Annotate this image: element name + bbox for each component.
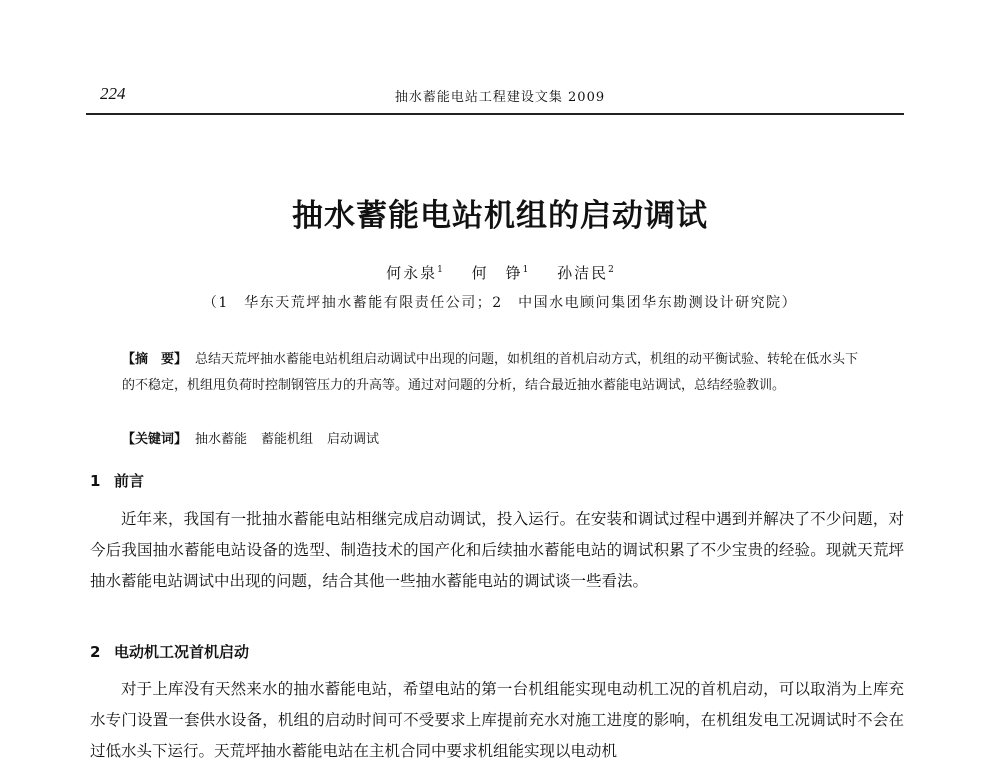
header-rule: [86, 113, 904, 115]
page-number: 224: [100, 84, 126, 103]
section-heading: [90, 641, 249, 662]
keywords-label: 【关键词】: [122, 432, 188, 447]
author-affiliation-mark: 1: [522, 265, 529, 275]
author: [557, 262, 614, 283]
article-title: 抽水蓄能电站机组的启动调试: [292, 198, 708, 234]
author-name: 何 铮: [471, 264, 523, 282]
keywords: [122, 428, 867, 447]
abstract-label: 【摘 要】: [122, 352, 188, 367]
affiliations: （1 华东天荒坪抽水蓄能有限责任公司；2 中国水电顾问集团华东勘测设计研究院）: [202, 295, 798, 311]
section-number: 1: [90, 472, 101, 490]
section-body: 对于上库没有天然来水的抽水蓄能电站，希望电站的第一台机组能实现电动机工况的首机启动，可以取消为上库充水专门设置一套供水设备，机组的启动时间可不受要求上库提前充水对施工进度的影响，在机组发电工况调试时不会在过低水头下运行。天荒坪抽水蓄能电站在主机合同中要求机组能实现以电动机: [90, 680, 904, 760]
author-list: [0, 262, 1000, 283]
author-name: 何永泉: [386, 264, 438, 282]
author: [386, 262, 443, 283]
section-body: 近年来，我国有一批抽水蓄能电站相继完成启动调试，投入运行。在安装和调试过程中遇到并解决了不少问题，对今后我国抽水蓄能电站设备的选型、制造技术的国产化和后续抽水蓄能电站的调试积累了不少宝贵的经验。现就天荒坪抽水蓄能电站调试中出现的问题，结合其他一些抽水蓄能电站的调试谈一些看法。: [90, 510, 904, 590]
author: [472, 262, 529, 283]
author-affiliation-mark: 1: [437, 265, 443, 275]
keyword: 启动调试: [327, 432, 380, 447]
keyword: 蓄能机组: [261, 432, 314, 447]
section-number: 2: [90, 643, 101, 661]
author-affiliation-mark: 2: [608, 265, 614, 275]
abstract: [122, 347, 867, 399]
section-title: 电动机工况首机启动: [114, 643, 250, 661]
section-heading: [90, 470, 144, 491]
running-header: 抽水蓄能电站工程建设文集 2009: [394, 90, 606, 105]
author-name: 孙洁民: [557, 264, 609, 282]
keyword: 抽水蓄能: [195, 432, 248, 447]
abstract-text: 总结天荒坪抽水蓄能电站机组启动调试中出现的问题，如机组的首机启动方式，机组的动平衡试验、转轮在低水头下的不稳定，机组甩负荷时控制钢管压力的升高等。通过对问题的分析，结合最近抽水蓄能电站调试，总结经验教训。: [122, 352, 859, 393]
section-title: 前言: [114, 472, 145, 490]
